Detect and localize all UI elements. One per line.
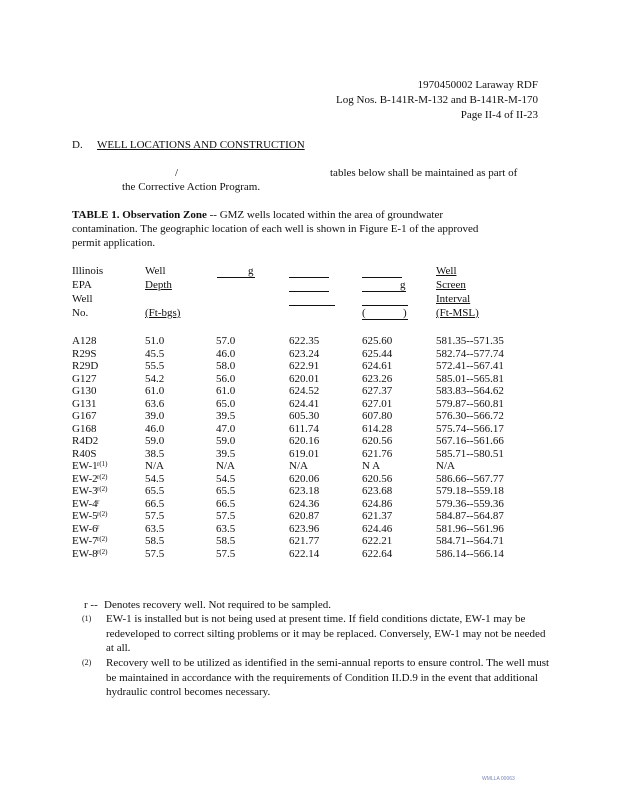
table-caption-rest: -- GMZ wells located within the area of groundwater <box>206 209 443 221</box>
cell-c2: 61.0 <box>145 385 165 397</box>
cell-well: R29D <box>72 360 99 372</box>
table-row: EW-4 r 66.5 66.5 624.36 624.86 579.36--559.36 <box>72 497 504 510</box>
cell-c3: 63.5 <box>216 522 236 535</box>
col5-header: ( <box>362 307 366 319</box>
cell-c2: 51.0 <box>145 335 165 347</box>
cell-c5: 607.80 <box>362 410 393 422</box>
cell-c2: 54.5 <box>145 472 165 485</box>
cell-c3: N/A <box>216 460 235 472</box>
cell-c5: 623.26 <box>362 372 393 385</box>
table-row <box>0 360 618 373</box>
cell-well: G127 <box>72 372 97 385</box>
cell-well: EW-8 <box>72 547 98 560</box>
cell-c3: 65.0 <box>216 397 236 410</box>
cell-c2: 45.5 <box>145 347 165 360</box>
cell-c4: 611.74 <box>289 422 319 435</box>
col5-header-rule <box>362 277 402 278</box>
intro-text: tables below shall be maintained as part of <box>330 167 518 179</box>
cell-c4: 620.06 <box>289 472 320 485</box>
footnote-text: Recovery well to be utilized as identified in the semi-annual reports to ensure control. The well must be maintained in accordance with the requirements of Condition II.D.9 in the event that additional hydraulic control becomes necessary. <box>106 657 550 698</box>
cell-c2: 46.0 <box>145 422 165 435</box>
cell-c3: 56.0 <box>216 372 236 385</box>
col1-header: EPA <box>72 279 92 291</box>
cell-c3: 61.0 <box>216 385 236 397</box>
bates-stamp: WMLLA 00063 <box>482 776 515 782</box>
cell-c3: 58.0 <box>216 360 236 372</box>
footnote-mark: r -- <box>84 599 98 611</box>
cell-c3: 65.5 <box>216 485 236 497</box>
cell-c3: 57.5 <box>216 547 236 560</box>
col3-header-rule <box>217 277 255 278</box>
intro-text-line2: the Corrective Action Program. <box>122 181 261 193</box>
cell-c6: 579.36--559.36 <box>436 497 504 510</box>
cell-c6: 586.14--566.14 <box>436 547 504 560</box>
cell-well: G167 <box>72 410 97 422</box>
col4-header-rule <box>289 277 329 278</box>
footnote-text: Denotes recovery well. Not required to be sampled. <box>104 599 331 611</box>
col6-header: Screen <box>436 279 466 291</box>
cell-c6: 586.66--567.77 <box>436 472 504 485</box>
table-caption-line3: permit application. <box>72 237 156 249</box>
cell-c3: 39.5 <box>216 447 236 460</box>
table-row: EW-5 r(2) 57.5 57.5 620.87 621.37 584.87--564.87 <box>72 510 504 522</box>
table-row: EW-8 r(2) 57.5 57.5 622.14 622.64 586.14--566.14 <box>72 547 504 560</box>
footnote-text: EW-1 is installed but is not being used at present time. If field conditions dictate, EW-1 may be redeveloped to correct silting problems or it may be replaced. Conversely, EW-1 may not be needed at all. <box>106 613 546 654</box>
cell-c5: 627.37 <box>362 385 393 397</box>
col5-header-rule <box>362 319 408 320</box>
col5-header: g <box>400 279 406 291</box>
cell-c5: 620.56 <box>362 435 393 447</box>
cell-c5: 625.60 <box>362 335 393 347</box>
col2-header: Depth <box>145 279 172 291</box>
cell-c3: 46.0 <box>216 347 236 360</box>
cell-c5: 624.61 <box>362 360 393 372</box>
cell-c6: 585.01--565.81 <box>436 372 504 385</box>
cell-c4: 605.30 <box>289 410 320 422</box>
cell-c4: 620.01 <box>289 372 320 385</box>
col1-header: Well <box>72 293 93 305</box>
cell-c2: 57.5 <box>145 547 165 560</box>
cell-c6: 576.30--566.72 <box>436 410 504 422</box>
cell-c6: 581.96--561.96 <box>436 522 504 535</box>
cell-c4: 622.35 <box>289 335 320 347</box>
col6-header: (Ft-MSL) <box>436 307 479 319</box>
footnote-mark: (1) <box>82 614 92 623</box>
cell-c2: 65.5 <box>145 485 165 497</box>
col2-header: Well <box>145 265 166 277</box>
log-numbers: Log Nos. B-141R-M-132 and B-141R-M-170 <box>336 94 538 106</box>
section-title: WELL LOCATIONS AND CONSTRUCTION <box>97 139 305 151</box>
cell-well: EW-6 <box>72 522 98 535</box>
cell-c4: N/A <box>289 460 308 472</box>
col6-header: Interval <box>436 293 471 305</box>
cell-c5: 624.86 <box>362 497 393 510</box>
cell-well: A128 <box>72 335 97 347</box>
cell-c2: 63.6 <box>145 397 165 410</box>
cell-c4: 624.36 <box>289 497 320 510</box>
col4-header-rule <box>289 305 335 306</box>
cell-well: EW-2 <box>72 472 98 485</box>
table-row <box>0 385 618 398</box>
cell-c2: 57.5 <box>145 510 165 522</box>
cell-c3: 58.5 <box>216 535 236 547</box>
cell-c6: 581.35--571.35 <box>436 335 504 347</box>
cell-c6: 575.74--566.17 <box>436 422 504 435</box>
cell-well: EW-4 <box>72 497 98 510</box>
cell-c3: 47.0 <box>216 422 236 435</box>
cell-c5: 614.28 <box>362 422 393 435</box>
cell-c5: 621.37 <box>362 510 393 522</box>
cell-well: EW-5 <box>72 510 98 522</box>
col1-header: Illinois <box>72 265 104 277</box>
cell-well: EW-7 <box>72 535 98 547</box>
cell-c5: 622.64 <box>362 547 393 560</box>
cell-c5: 620.56 <box>362 472 393 485</box>
table-caption-line2: contamination. The geographic location of each well is shown in Figure E-1 of the approved <box>72 223 479 235</box>
intro-slash: / <box>175 167 179 179</box>
cell-c2: 38.5 <box>145 447 165 460</box>
cell-c5: 624.46 <box>362 522 393 535</box>
cell-c6: 579.87--560.81 <box>436 397 504 410</box>
table-row: EW-2 r(2) 54.5 54.5 620.06 620.56 586.66--567.77 <box>72 472 504 485</box>
table-row <box>0 410 618 423</box>
cell-well: EW-3 <box>72 485 98 497</box>
cell-c2: 59.0 <box>145 435 165 447</box>
cell-c3: 57.5 <box>216 510 236 522</box>
table-row <box>0 335 618 348</box>
table-row: EW-6 r 63.5 63.5 623.96 624.46 581.96--561.96 <box>72 522 504 535</box>
cell-well: G130 <box>72 385 97 397</box>
cell-c5: 622.21 <box>362 535 393 547</box>
cell-c2: 55.5 <box>145 360 165 372</box>
cell-c6: 582.74--577.74 <box>436 347 504 360</box>
col1-header: No. <box>72 307 89 319</box>
footnote-mark: (2) <box>82 658 92 667</box>
cell-c5: 627.01 <box>362 397 393 410</box>
cell-c4: 622.91 <box>289 360 320 372</box>
cell-c6: 572.41--567.41 <box>436 360 504 372</box>
cell-c4: 621.77 <box>289 535 320 547</box>
col4-header-rule <box>289 291 329 292</box>
cell-c3: 57.0 <box>216 335 236 347</box>
cell-c6: 584.87--564.87 <box>436 510 504 522</box>
table-row <box>0 348 618 361</box>
table-row: EW-7 r(2) 58.5 58.5 621.77 622.21 584.71--564.71 <box>72 535 504 547</box>
col5-header-rule <box>362 305 408 306</box>
cell-c5: 621.76 <box>362 447 393 460</box>
cell-c5: 623.68 <box>362 485 393 497</box>
cell-c6: 584.71--564.71 <box>436 535 504 547</box>
cell-c2: 63.5 <box>145 522 165 535</box>
cell-c4: 622.14 <box>289 547 320 560</box>
col2-header: (Ft-bgs) <box>145 307 181 319</box>
cell-c3: 39.5 <box>216 410 236 422</box>
cell-c2: N/A <box>145 460 164 472</box>
cell-c5: N A <box>362 460 381 472</box>
cell-c3: 54.5 <box>216 472 236 485</box>
table-row <box>0 398 618 411</box>
table-caption-bold: TABLE 1. Observation Zone <box>72 209 207 221</box>
table-row <box>0 423 618 436</box>
table-row <box>0 373 618 386</box>
cell-c4: 620.16 <box>289 435 320 447</box>
col3-header: g <box>248 265 254 277</box>
table-row <box>0 448 618 461</box>
cell-c2: 54.2 <box>145 372 165 385</box>
cell-c6: 585.71--580.51 <box>436 447 504 460</box>
cell-c2: 39.0 <box>145 410 165 422</box>
doc-id-line: 1970450002 Laraway RDF <box>417 79 538 91</box>
cell-c4: 624.41 <box>289 397 320 410</box>
cell-c3: 66.5 <box>216 497 236 510</box>
col5-header-rule <box>362 291 406 292</box>
section-letter: D. <box>72 139 83 151</box>
cell-c4: 620.87 <box>289 510 320 522</box>
cell-c6: 579.18--559.18 <box>436 485 504 497</box>
cell-well: R29S <box>72 347 97 360</box>
col6-header: Well <box>436 265 457 277</box>
cell-c4: 623.18 <box>289 485 320 497</box>
cell-well: EW-1 <box>72 460 98 472</box>
cell-c6: 583.83--564.62 <box>436 385 504 397</box>
cell-c4: 623.24 <box>289 347 320 360</box>
page-number: Page II-4 of II-23 <box>460 109 538 121</box>
cell-well: R4D2 <box>72 435 99 447</box>
cell-c5: 625.44 <box>362 347 393 360</box>
cell-c2: 66.5 <box>145 497 165 510</box>
cell-c6: 567.16--561.66 <box>436 435 504 447</box>
cell-c2: 58.5 <box>145 535 165 547</box>
cell-c4: 623.96 <box>289 522 320 535</box>
cell-c4: 624.52 <box>289 385 320 397</box>
table-caption <box>72 209 443 221</box>
col5-header: ) <box>403 307 407 319</box>
cell-c4: 619.01 <box>289 447 320 460</box>
table-row: EW-3 r(2) 65.5 65.5 623.18 623.68 579.18--559.18 <box>72 485 504 497</box>
cell-well: R40S <box>72 447 97 460</box>
cell-well: G168 <box>72 422 97 435</box>
cell-well: G131 <box>72 397 97 410</box>
table-row <box>0 435 618 448</box>
cell-c6: N/A <box>436 460 455 472</box>
table-row: EW-1 r(1) N/A N/A N/A N A N/A <box>72 460 455 472</box>
cell-c3: 59.0 <box>216 435 236 447</box>
